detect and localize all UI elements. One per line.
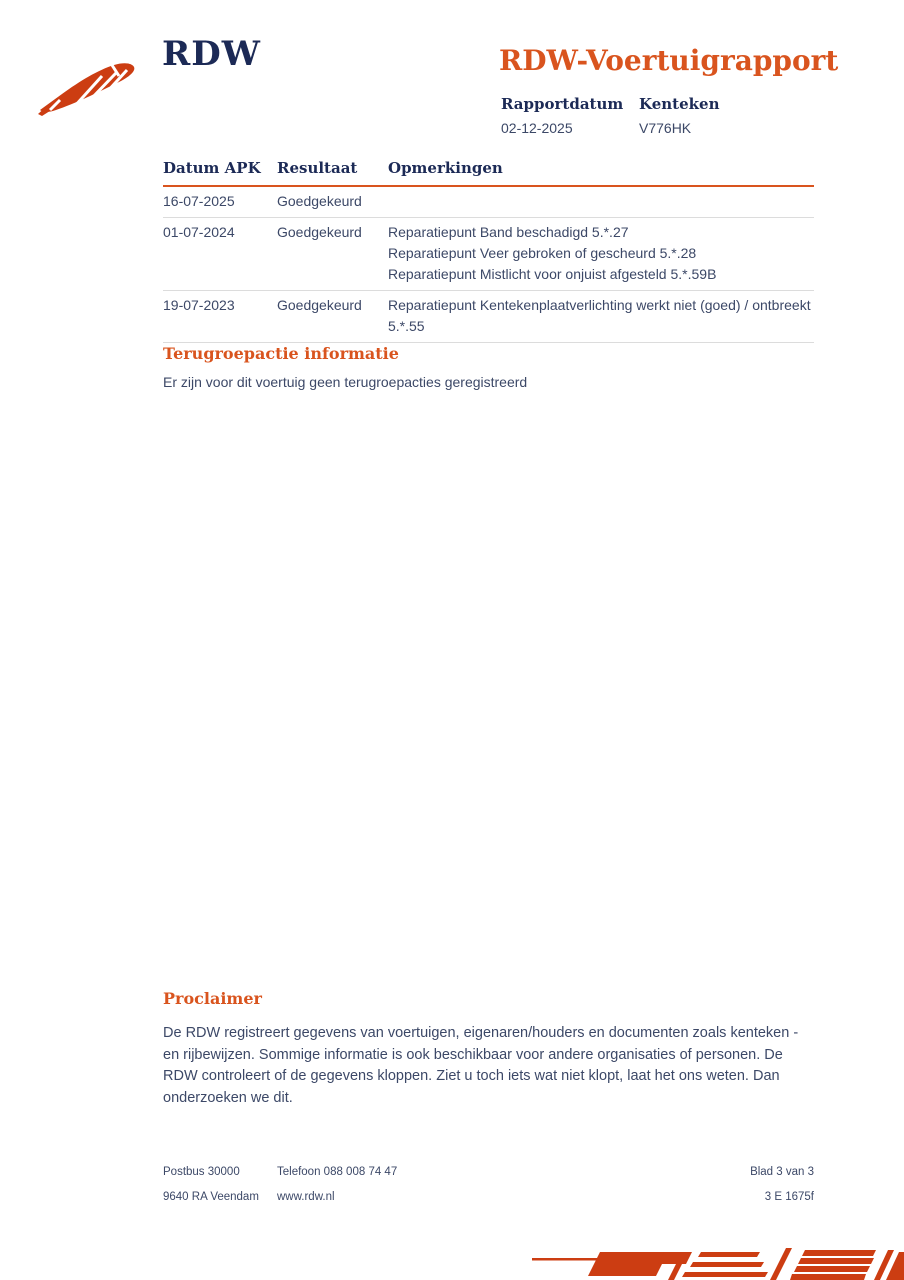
column-header-opmerkingen: Opmerkingen [388,159,503,177]
recall-section-text: Er zijn voor dit voertuig geen terugroepacties geregistreerd [163,374,528,390]
footer-address-line1: Postbus 30000 [163,1166,240,1178]
apk-date-cell: 01-07-2024 [163,224,235,240]
apk-table-body [163,187,814,343]
apk-remarks-cell [388,191,814,212]
report-date-value: 02-12-2025 [501,120,573,136]
rdw-feather-logo-icon [36,50,146,120]
column-header-resultaat: Resultaat [277,159,358,177]
footer-page-info: Blad 3 van 3 [750,1166,814,1178]
apk-date-cell: 19-07-2023 [163,297,235,313]
apk-history-table [163,159,814,343]
table-row [163,218,814,291]
recall-section-heading: Terugroepactie informatie [163,344,399,363]
footer-phone: Telefoon 088 008 74 47 [277,1166,398,1178]
remark-line: Reparatiepunt Kentekenplaatverlichting werkt niet (goed) / ontbreekt 5.*.55 [388,297,811,334]
footer-deco-stripes-graphic [518,1238,904,1280]
apk-result-cell: Goedgekeurd [277,297,362,313]
license-plate-value: V776HK [639,120,692,136]
apk-remarks-cell [388,222,814,285]
apk-table-header [163,159,814,187]
footer-website: www.rdw.nl [277,1191,335,1203]
apk-result-cell: Goedgekeurd [277,224,362,240]
proclaimer-text: De RDW registreert gegevens van voertuigen, eigenaren/houders en documenten zoals kenteken - en rijbewijzen. Sommige informatie is ook beschikbaar voor andere organisaties of personen. De RDW controleert of de gegevens kloppen. Ziet u toch iets wat niet klopt, laat het ons weten. Dan onderzoeken we dit. [163,1025,799,1106]
remark-line: Reparatiepunt Mistlicht voor onjuist afgesteld 5.*.59B [388,266,717,282]
page-footer [163,1166,814,1216]
license-plate-label: Kenteken [639,95,720,113]
column-header-datum-apk: Datum APK [163,159,261,177]
apk-date-cell: 16-07-2025 [163,193,235,209]
proclaimer-heading: Proclaimer [163,989,262,1008]
footer-address-line2: 9640 RA Veendam [163,1191,259,1203]
page-title: RDW-Voertuigrapport [499,44,839,77]
recall-section [163,344,814,393]
table-row [163,187,814,218]
report-meta [501,95,719,136]
report-date-label: Rapportdatum [501,95,624,113]
remark-line: Reparatiepunt Veer gebroken of gescheurd 5.*.28 [388,245,697,261]
apk-result-cell: Goedgekeurd [277,193,362,209]
remark-line: Reparatiepunt Band beschadigd 5.*.27 [388,224,629,240]
apk-remarks-cell [388,295,814,337]
footer-doc-code: 3 E 1675f [764,1191,814,1203]
table-row [163,291,814,343]
rdw-logo-text: RDW [162,34,261,74]
proclaimer-section [163,989,814,1109]
